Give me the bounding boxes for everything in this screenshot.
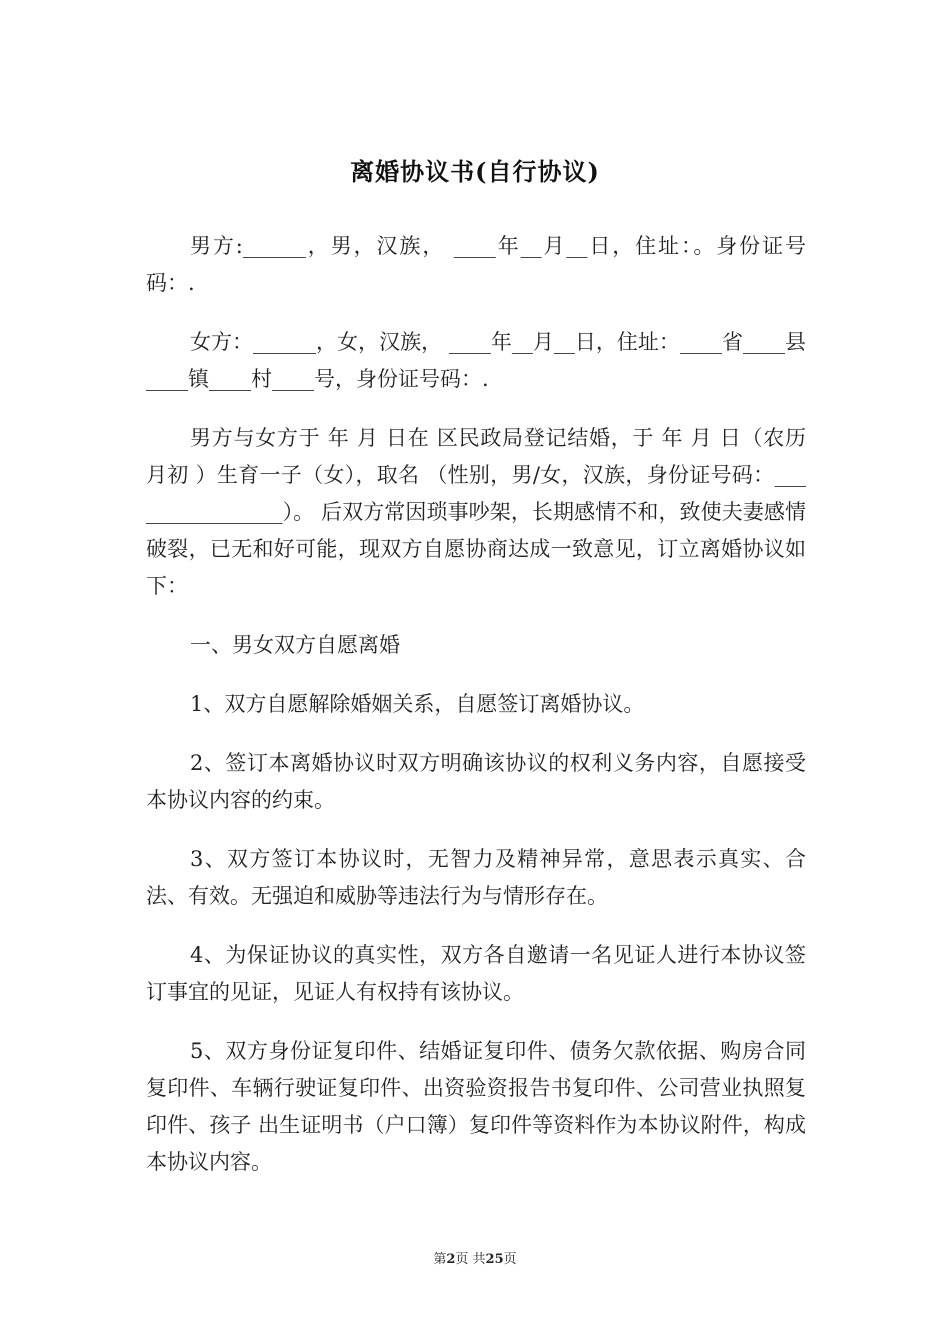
paragraph-background: 男方与女方于 年 月 日在 区民政局登记结婚，于 年 月 日（农历 月初 ）生育一子（女），取名 （性别，男/女，汉族，身份证号码：________________）。 后双方常因琐事吵架，长期感情不和，致使夫妻感情破裂，已无和好可能，现双方自愿协商达成一致意见，订立离婚协议如下： [146, 426, 806, 598]
clause-5: 5、双方身份证复印件、结婚证复印件、债务欠款依据、购房合同复印件、车辆行驶证复印件、出资验资报告书复印件、公司营业执照复印件、孩子 出生证明书（户口簿）复印件等资料作为本协议附件，构成本协议内容。 [146, 1039, 806, 1174]
section-heading-voluntary-divorce: 一、男女双方自愿离婚 [190, 633, 400, 657]
footer-total-pages: 25 [485, 1252, 504, 1267]
document-body [146, 228, 806, 1181]
footer-suffix: 页 [503, 1252, 517, 1267]
clause-1: 1、双方自愿解除婚姻关系，自愿签订离婚协议。 [190, 692, 645, 716]
footer-prefix: 第 [433, 1252, 447, 1267]
clause-2: 2、签订本离婚协议时双方明确该协议的权利义务内容，自愿接受本协议内容的约束。 [146, 751, 806, 812]
footer-middle: 页 共 [455, 1252, 486, 1267]
paragraph-male-party: 男方:______，男，汉族， ____年__月__日，住址：。身份证号码：. [146, 234, 806, 295]
document-title: 离婚协议书(自行协议) [350, 157, 600, 186]
page-footer [0, 1248, 950, 1267]
clause-3: 3、双方签订本协议时，无智力及精神异常，意思表示真实、合法、有效。无强迫和威胁等违法行为与情形存在。 [146, 847, 806, 908]
clause-4: 4、为保证协议的真实性，双方各自邀请一名见证人进行本协议签订事宜的见证，见证人有权持有该协议。 [146, 943, 806, 1004]
footer-current-page: 2 [446, 1252, 456, 1267]
paragraph-female-party: 女方：______，女，汉族， ____年__月__日，住址：____省____县____镇____村____号，身份证号码：. [146, 330, 806, 391]
